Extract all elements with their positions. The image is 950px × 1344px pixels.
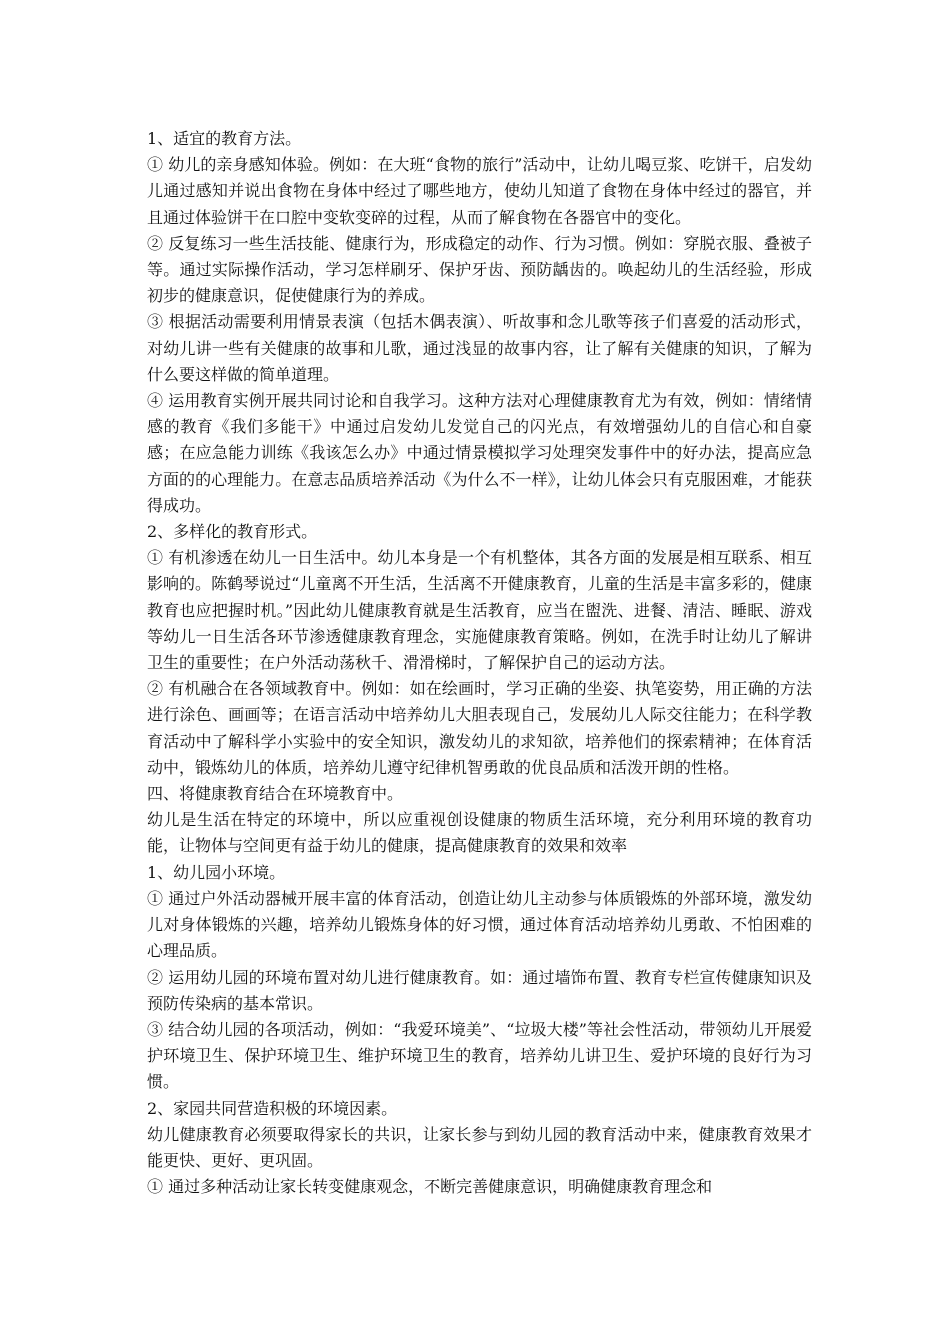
paragraph-performance: ③ 根据活动需要利用情景表演（包括木偶表演）、听故事和念儿歌等孩子们喜爱的活动形式，对幼儿讲一些有关健康的故事和儿歌，通过浅显的故事内容，让了解有关健康的知识，了解为什么要这样做的简单道理。 [147, 312, 812, 384]
paragraph-discussion: ④ 运用教育实例开展共同讨论和自我学习。这种方法对心理健康教育尤为有效，例如：情绪情感的教育《我们多能干》中通过启发幼儿发觉自己的闪光点，有效增强幼儿的自信心和自豪感；在应急能力训练《我该怎么办》中通过情景模拟学习处理突发事件中的好办法，提高应急方面的的心理能力。在意志品质培养活动《为什么不一样》，让幼儿体会只有克服困难，才能获得成功。 [147, 391, 812, 515]
paragraph-parents: 幼儿健康教育必须要取得家长的共识，让家长参与到幼儿园的教育活动中来，健康教育效果才能更快、更好、更巩固。 [147, 1124, 812, 1170]
paragraph-practice: ② 反复练习一些生活技能、健康行为，形成稳定的动作、行为习惯。例如：穿脱衣服、叠被子等。通过实际操作活动，学习怎样刷牙、保护牙齿、预防龋齿的。唤起幼儿的生活经验，形成初步的健康意识，促使健康行为的养成。 [147, 233, 812, 306]
paragraph-activities: ③ 结合幼儿园的各项活动，例如：“我爱环境美”、“垃圾大楼”等社会性活动，带领幼儿开展爱护环境卫生、保护环境卫生、维护环境卫生的教育，培养幼儿讲卫生、爱护环境的良好行为习惯。 [147, 1019, 812, 1092]
paragraph-perception: ① 幼儿的亲身感知体验。例如：在大班“食物的旅行”活动中，让幼儿喝豆浆、吃饼干，启发幼儿通过感知并说出食物在身体中经过了哪些地方，使幼儿知道了食物在身体中经过的器官，并且通过体验饼干在口腔中变软变碎的过程，从而了解食物在各器官中的变化。 [147, 155, 812, 227]
paragraph-daily-life: ① 有机渗透在幼儿一日生活中。幼儿本身是一个有机整体，其各方面的发展是相互联系、相互影响的。陈鹤琴说过“儿童离不开生活，生活离不开健康教育，儿童的生活是丰富多彩的，健康教育也应把握时机。”因此幼儿健康教育就是生活教育，应当在盥洗、进餐、清洁、睡眠、游戏等幼儿一日生活各环节渗透健康教育理念，实施健康教育策略。例如，在洗手时让幼儿了解讲卫生的重要性；在户外活动荡秋千、滑滑梯时，了解保护自己的运动方法。 [147, 548, 812, 673]
paragraph-parent-activities: ① 通过多种活动让家长转变健康观念，不断完善健康意识，明确健康教育理念和 [147, 1177, 713, 1197]
paragraph-environment-intro: 幼儿是生活在特定的环境中，所以应重视创设健康的物质生活环境，充分利用环境的教育功能，让物体与空间更有益于幼儿的健康，提高健康教育的效果和效率 [147, 810, 812, 856]
heading-1-kindergarten: 1、幼儿园小环境。 [147, 862, 286, 882]
paragraph-outdoor: ① 通过户外活动器械开展丰富的体育活动，创造让幼儿主动参与体质锻炼的外部环境，激发幼儿对身体锻炼的兴趣，培养幼儿锻炼身体的好习惯，通过体育活动培养幼儿勇敢、不怕困难的心理品质。 [147, 888, 812, 961]
heading-2-home: 2、家园共同营造积极的环境因素。 [147, 1098, 398, 1118]
heading-4-environment: 四、将健康教育结合在环境教育中。 [147, 784, 404, 804]
document-page [147, 126, 812, 1200]
heading-1-methods: 1、适宜的教育方法。 [147, 129, 302, 148]
paragraph-domains: ② 有机融合在各领域教育中。例如：如在绘画时，学习正确的坐姿、执笔姿势，用正确的方法进行涂色、画画等；在语言活动中培养幼儿大胆表现自己，发展幼儿人际交往能力；在科学教育活动中了解科学小实验中的安全知识，激发幼儿的求知欲，培养他们的探索精神；在体育活动中，锻炼幼儿的体质，培养幼儿遵守纪律机智勇敢的优良品质和活泼开朗的性格。 [147, 679, 812, 777]
paragraph-decoration: ② 运用幼儿园的环境布置对幼儿进行健康教育。如：通过墙饰布置、教育专栏宣传健康知识及预防传染病的基本常识。 [147, 967, 812, 1013]
heading-2-forms: 2、多样化的教育形式。 [147, 522, 318, 542]
